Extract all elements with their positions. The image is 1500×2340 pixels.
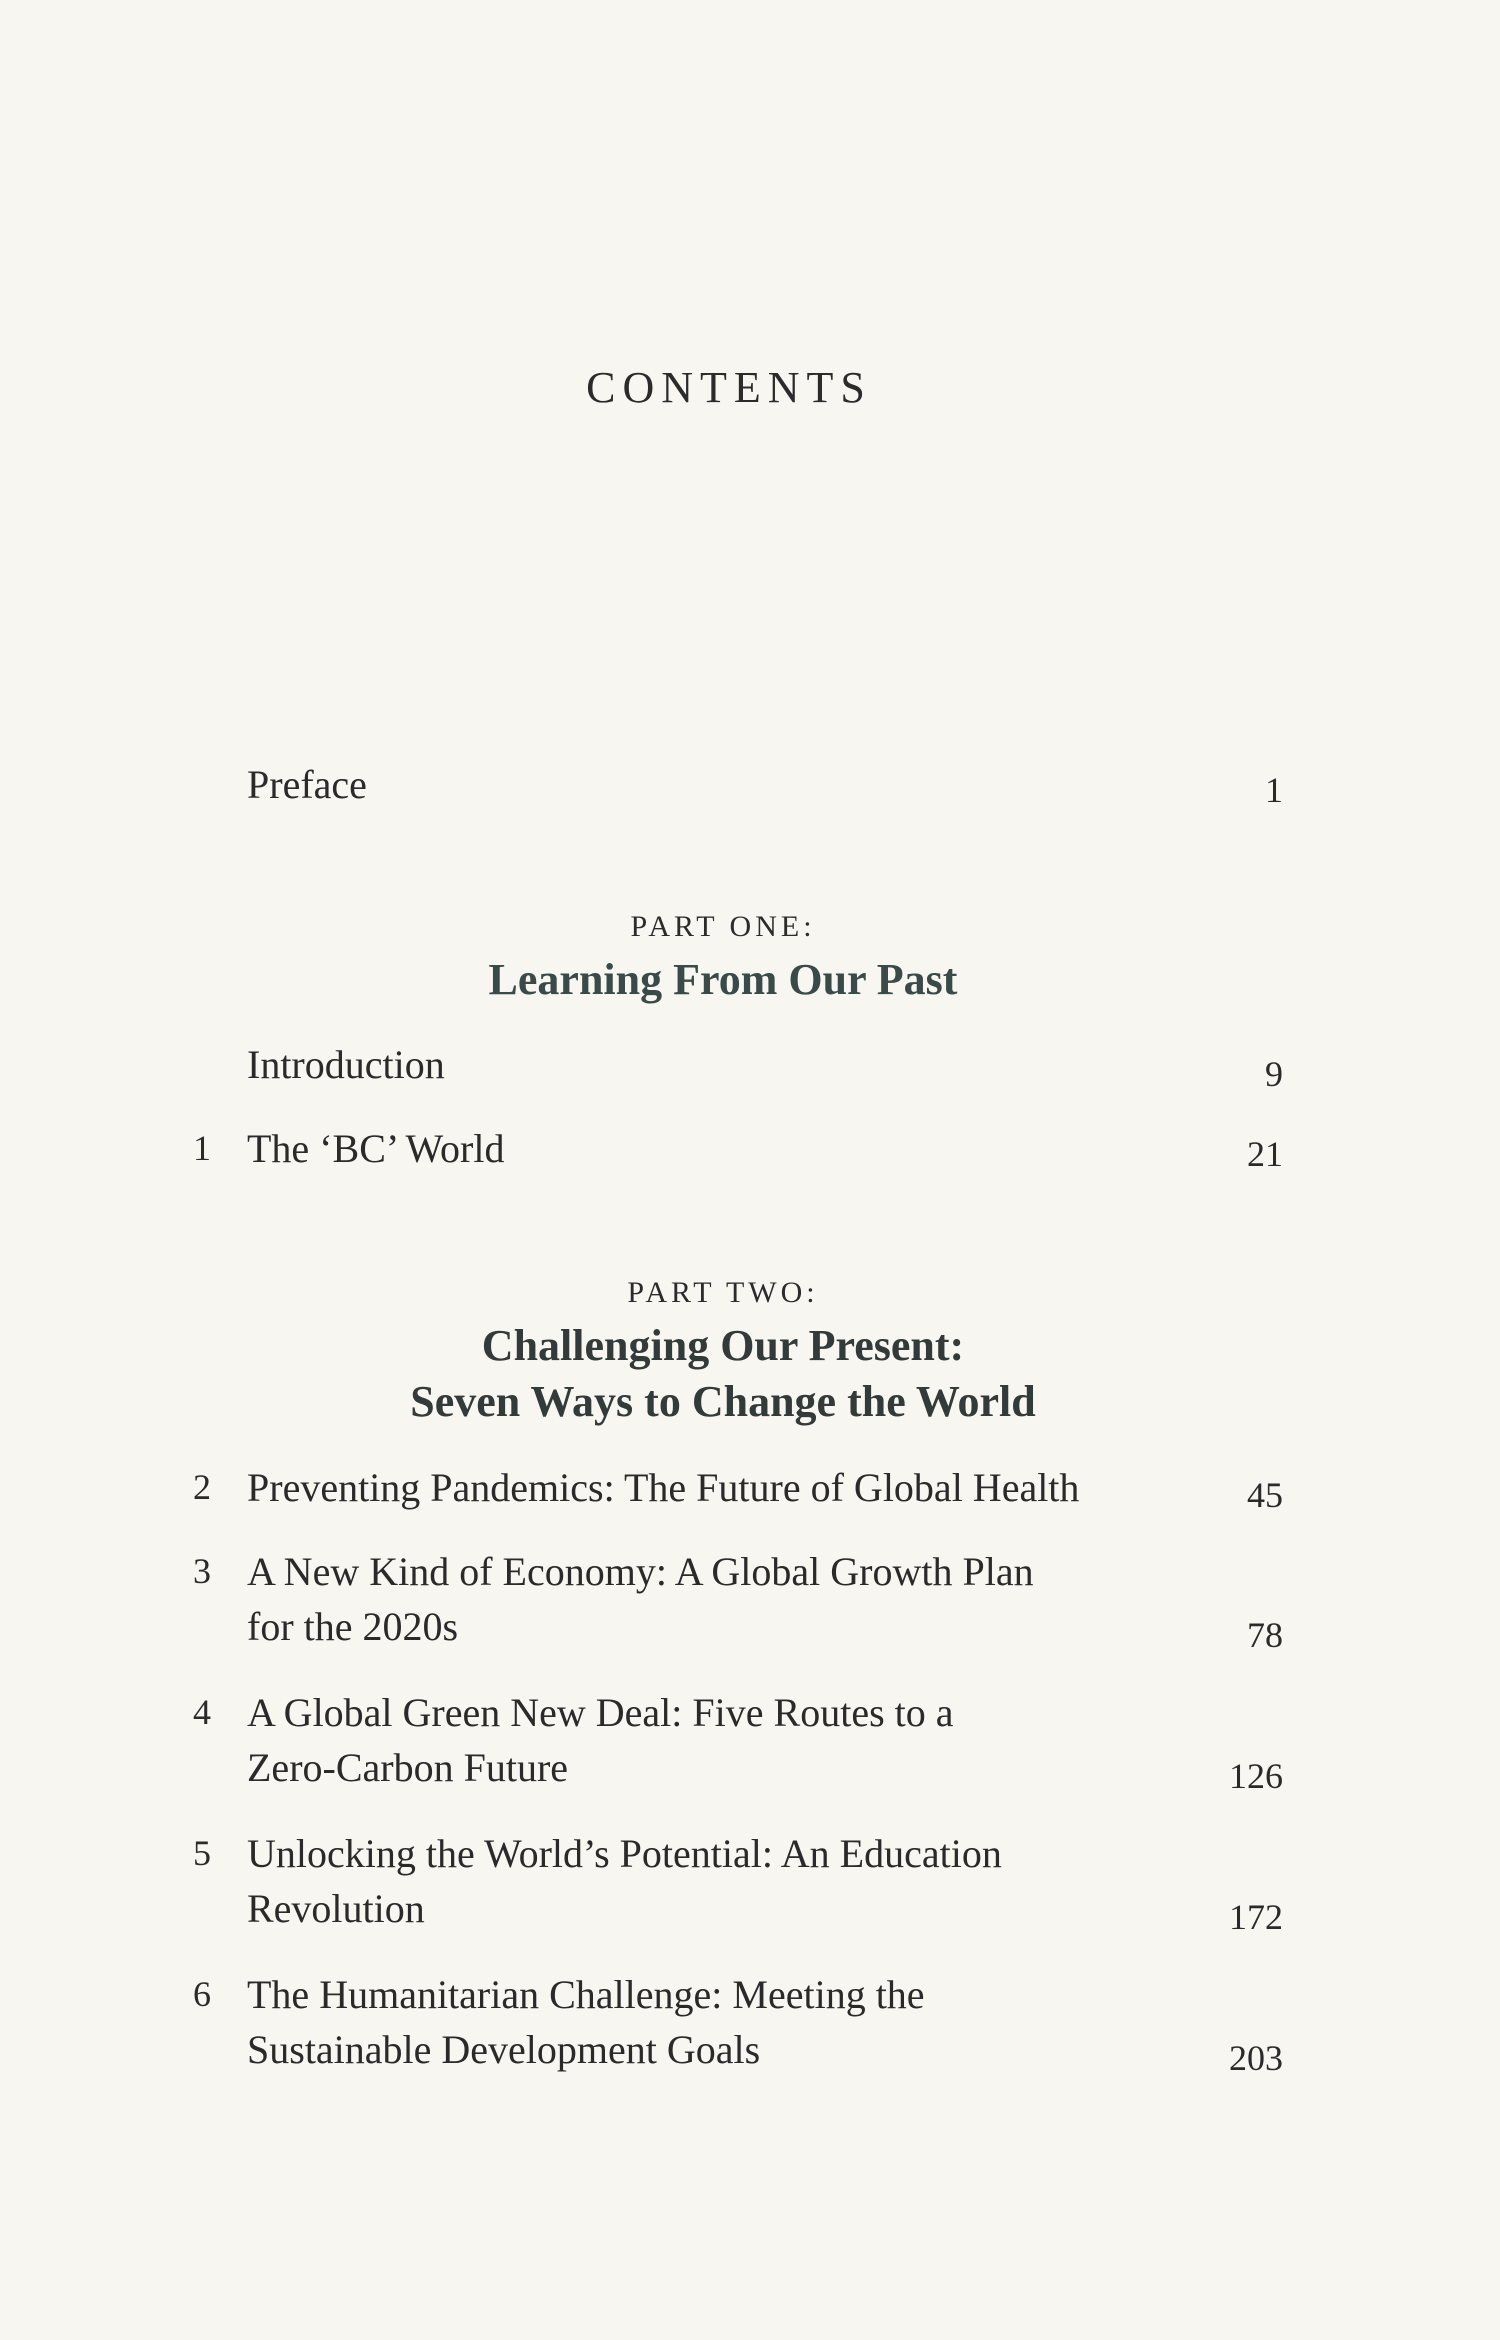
toc-entry-title-line: The Humanitarian Challenge: Meeting the (247, 1972, 925, 2017)
part-one-title (0, 952, 1446, 1008)
toc-entry-page: 45 (1247, 1475, 1283, 1515)
toc-entry-number: 3 (193, 1551, 211, 1591)
toc-entry-title (247, 1826, 1197, 1936)
toc-entry-page: 9 (1265, 1054, 1283, 1094)
toc-entry-title (247, 1967, 1197, 2077)
toc-entry-title (247, 1685, 1197, 1795)
toc-entry-page: 21 (1247, 1134, 1283, 1174)
toc-entry-page: 203 (1229, 2038, 1283, 2078)
toc-entry-title: Preventing Pandemics: The Future of Global Health (247, 1465, 1080, 1510)
part-two-title (0, 1318, 1446, 1430)
part-title-line: Seven Ways to Change the World (410, 1377, 1036, 1426)
toc-entry-number: 2 (193, 1467, 211, 1507)
toc-entry-title-line: Revolution (247, 1886, 425, 1931)
toc-entry-title-line: Zero-Carbon Future (247, 1745, 569, 1790)
toc-entry-title (247, 1544, 1197, 1654)
page-title: CONTENTS (586, 363, 872, 412)
toc-entry-page: 126 (1229, 1756, 1283, 1796)
part-title-line: Challenging Our Present: (481, 1321, 965, 1370)
toc-entry-title-line: A New Kind of Economy: A Global Growth Plan (247, 1549, 1034, 1594)
toc-entry-page: 172 (1229, 1897, 1283, 1937)
part-two-label: PART TWO: (627, 1276, 819, 1309)
toc-entry-number: 1 (193, 1128, 211, 1168)
part-one-label: PART ONE: (630, 910, 816, 943)
toc-entry-title: The ‘BC’ World (247, 1126, 505, 1171)
part-title-line: Learning From Our Past (488, 955, 958, 1004)
toc-entry-title-line: Sustainable Development Goals (247, 2027, 761, 2072)
toc-entry-title-line: for the 2020s (247, 1604, 459, 1649)
toc-entry-number: 4 (193, 1692, 211, 1732)
toc-entry-title-line: Unlocking the World’s Potential: An Education (247, 1831, 1002, 1876)
toc-entry-title: Introduction (247, 1042, 445, 1087)
toc-entry-number: 6 (193, 1974, 211, 2014)
toc-entry-number: 5 (193, 1833, 211, 1873)
toc-entry-title: Preface (247, 762, 367, 807)
toc-entry-title-line: A Global Green New Deal: Five Routes to a (247, 1690, 954, 1735)
toc-entry-page: 1 (1265, 770, 1283, 810)
toc-entry-page: 78 (1247, 1615, 1283, 1655)
